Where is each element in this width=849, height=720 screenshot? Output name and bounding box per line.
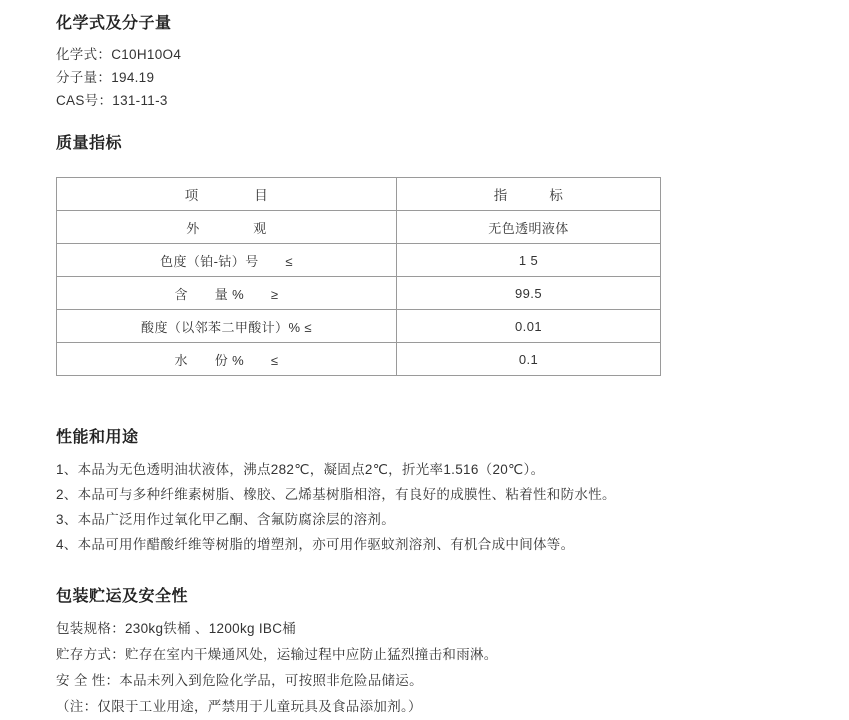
formula-section-title: 化学式及分子量	[56, 15, 172, 32]
table-cell-item: 水 份 % ≤	[57, 343, 397, 376]
performance-item: 4、本品可用作醋酸纤维等树脂的增塑剂，亦可用作驱蚊剂溶剂、有机合成中间体等。	[56, 537, 575, 552]
quality-table	[56, 177, 661, 376]
packaging-section	[56, 583, 849, 720]
storage-line: 贮存方式：贮存在室内干燥通风处，运输过程中应防止猛烈撞击和雨淋。	[56, 647, 498, 662]
spacer	[56, 112, 849, 130]
table-row	[57, 277, 661, 310]
table-cell-item: 酸度（以邻苯二甲酸计）% ≤	[57, 310, 397, 343]
table-cell-value: 0.1	[397, 343, 661, 376]
table-row	[57, 211, 661, 244]
note-line: （注：仅限于工业用途，严禁用于儿童玩具及食品添加剂。）	[56, 699, 422, 714]
table-row	[57, 310, 661, 343]
packaging-spec-line: 包装规格：230kg铁桶 、1200kg IBC桶	[56, 621, 297, 636]
quality-section-title: 质量指标	[56, 135, 123, 152]
spacer	[56, 382, 849, 398]
quality-table-wrapper	[56, 177, 849, 376]
performance-section	[56, 424, 849, 557]
table-row	[57, 244, 661, 277]
packaging-section-title: 包装贮运及安全性	[56, 588, 189, 605]
performance-item: 1、本品为无色透明油状液体，沸点282℃，凝固点2℃，折光率1.516（20℃）。	[56, 462, 545, 477]
performance-section-title: 性能和用途	[56, 429, 139, 446]
performance-item: 3、本品广泛用作过氧化甲乙酮、含氟防腐涂层的溶剂。	[56, 512, 396, 527]
table-header-index: 指 标	[397, 178, 661, 211]
table-cell-item: 含 量 % ≥	[57, 277, 397, 310]
table-header-item: 项 目	[57, 178, 397, 211]
quality-section	[56, 130, 849, 376]
table-cell-value: 1 5	[397, 244, 661, 277]
table-cell-value: 无色透明液体	[397, 211, 661, 244]
table-cell-item: 色度（铂-钴）号 ≤	[57, 244, 397, 277]
table-cell-value: 99.5	[397, 277, 661, 310]
table-row	[57, 343, 661, 376]
performance-item: 2、本品可与多种纤维素树脂、橡胶、乙烯基树脂相溶，有良好的成膜性、粘着性和防水性。	[56, 487, 616, 502]
table-cell-item: 外 观	[57, 211, 397, 244]
table-cell-value: 0.01	[397, 310, 661, 343]
formula-section	[56, 10, 849, 112]
safety-line: 安 全 性：本品未列入到危险化学品，可按照非危险品储运。	[56, 673, 423, 688]
formula-line: 化学式：C10H10O4	[56, 47, 182, 62]
molecular-weight-line: 分子量：194.19	[56, 70, 155, 85]
cas-number-line: CAS号：131-11-3	[56, 93, 168, 108]
table-header-row	[57, 178, 661, 211]
